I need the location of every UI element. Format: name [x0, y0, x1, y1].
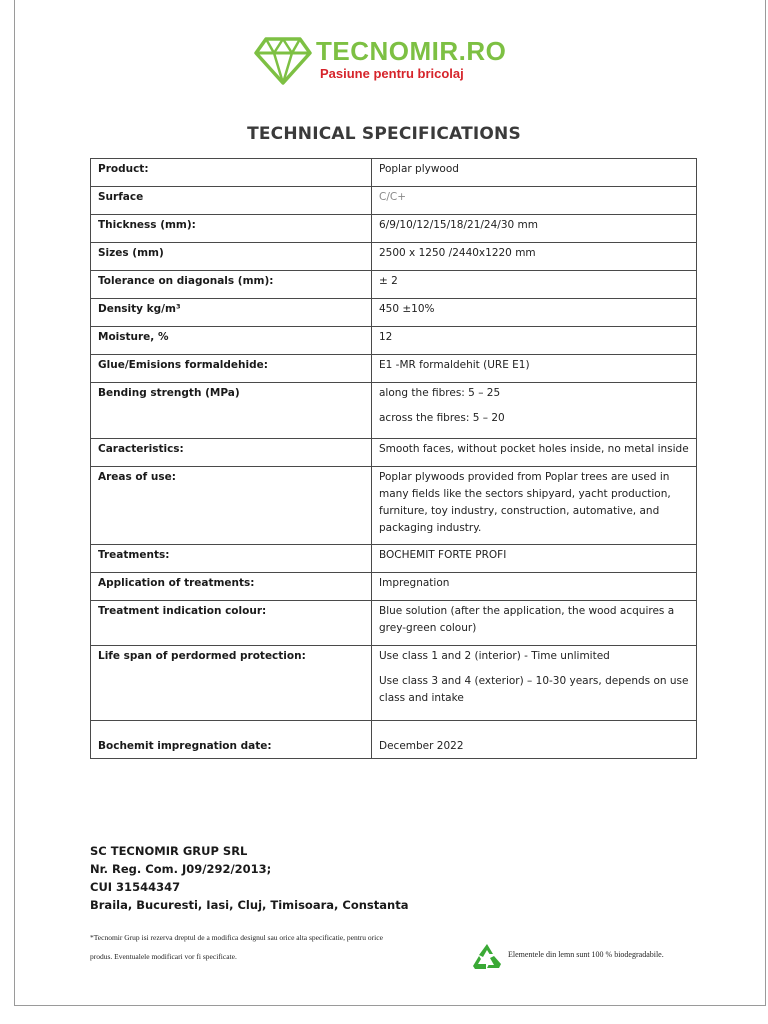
spec-key: Tolerance on diagonals (mm): — [91, 271, 372, 299]
biodegradable-note: Elementele din lemn sunt 100 % biodegradabile. — [508, 950, 664, 959]
spec-key: Surface — [91, 187, 372, 215]
spec-row — [91, 467, 697, 545]
spec-row — [91, 215, 697, 243]
spec-value-text: 6/9/10/12/15/18/21/24/30 mm — [379, 219, 538, 231]
spec-value — [372, 573, 697, 601]
spec-value-text: Smooth faces, without pocket holes inside, no metal inside — [379, 443, 689, 455]
brand-tagline: Pasiune pentru bricolaj — [320, 66, 464, 81]
spec-value — [372, 601, 697, 646]
spec-row — [91, 383, 697, 439]
spec-value-text: 12 — [379, 331, 393, 343]
spec-value-text: 450 ±10% — [379, 303, 435, 315]
spec-row — [91, 601, 697, 646]
spec-row — [91, 355, 697, 383]
spec-value — [372, 159, 697, 187]
spec-value — [372, 243, 697, 271]
spec-value — [372, 721, 697, 759]
spec-key: Application of treatments: — [91, 573, 372, 601]
spec-value — [372, 467, 697, 545]
spec-value-text: BOCHEMIT FORTE PROFI — [379, 549, 507, 561]
spec-value — [372, 187, 697, 215]
spec-row — [91, 243, 697, 271]
company-name: SC TECNOMIR GRUP SRL — [90, 844, 248, 858]
spec-key: Sizes (mm) — [91, 243, 372, 271]
spec-value-text: along the fibres: 5 – 25 — [379, 387, 501, 399]
spec-row — [91, 646, 697, 721]
spec-value — [372, 215, 697, 243]
company-cities: Braila, Bucuresti, Iasi, Cluj, Timisoara, Constanta — [90, 898, 409, 912]
spec-value-text: Use class 3 and 4 (exterior) – 10-30 years, depends on use class and intake — [379, 675, 689, 704]
spec-value — [372, 271, 697, 299]
spec-value-text: across the fibres: 5 – 20 — [379, 412, 505, 424]
spec-key: Caracteristics: — [91, 439, 372, 467]
spec-key: Thickness (mm): — [91, 215, 372, 243]
spec-value-text: Use class 1 and 2 (interior) - Time unlimited — [379, 650, 610, 662]
spec-value-text: E1 -MR formaldehit (URE E1) — [379, 359, 530, 371]
spec-row — [91, 545, 697, 573]
spec-value — [372, 299, 697, 327]
spec-value — [372, 327, 697, 355]
spec-key: Bending strength (MPa) — [91, 383, 372, 439]
disclaimer-text: *Tecnomir Grup isi rezerva dreptul de a modifica designul sau orice alta specificatie, pentru orice produs. Eventualele modificari vor fi specificate. — [90, 933, 383, 961]
company-registration: Nr. Reg. Com. J09/292/2013; — [90, 862, 272, 876]
recycle-icon — [470, 942, 504, 972]
spec-key: Areas of use: — [91, 467, 372, 545]
company-info — [90, 842, 408, 914]
spec-value-text: Impregnation — [379, 577, 450, 589]
spec-row — [91, 159, 697, 187]
spec-value — [372, 439, 697, 467]
brand-name: TECNOMIR.RO — [316, 36, 507, 66]
spec-value-text: ± 2 — [379, 275, 398, 287]
spec-key: Life span of perdormed protection: — [91, 646, 372, 721]
spec-key: Treatments: — [91, 545, 372, 573]
spec-value-text: Poplar plywood — [379, 163, 459, 175]
spec-row — [91, 439, 697, 467]
spec-row — [91, 299, 697, 327]
spec-row — [91, 327, 697, 355]
spec-key: Product: — [91, 159, 372, 187]
spec-key: Glue/Emisions formaldehide: — [91, 355, 372, 383]
spec-value — [372, 545, 697, 573]
spec-row — [91, 721, 697, 759]
spec-row — [91, 573, 697, 601]
document-title: TECHNICAL SPECIFICATIONS — [247, 124, 521, 144]
spec-value-text: Poplar plywoods provided from Poplar trees are used in many fields like the sectors shipyard, yacht production, furniture, toy industry, construction, automative, and packaging industry. — [379, 471, 671, 534]
spec-value — [372, 646, 697, 721]
spec-value-text: December 2022 — [379, 740, 464, 752]
tecnomir-logo — [254, 30, 507, 90]
spec-key: Bochemit impregnation date: — [91, 721, 372, 759]
spec-value — [372, 355, 697, 383]
spec-row — [91, 187, 697, 215]
diamond-icon — [254, 36, 312, 86]
spec-value — [372, 383, 697, 439]
spec-value-text: C/C+ — [379, 191, 406, 203]
specifications-table — [90, 158, 697, 759]
spec-row — [91, 271, 697, 299]
company-cui: CUI 31544347 — [90, 880, 181, 894]
spec-value-text: 2500 x 1250 /2440x1220 mm — [379, 247, 536, 259]
spec-value-text: Blue solution (after the application, the wood acquires a grey-green colour) — [379, 605, 675, 634]
spec-key: Treatment indication colour: — [91, 601, 372, 646]
spec-key: Moisture, % — [91, 327, 372, 355]
spec-key: Density kg/m³ — [91, 299, 372, 327]
